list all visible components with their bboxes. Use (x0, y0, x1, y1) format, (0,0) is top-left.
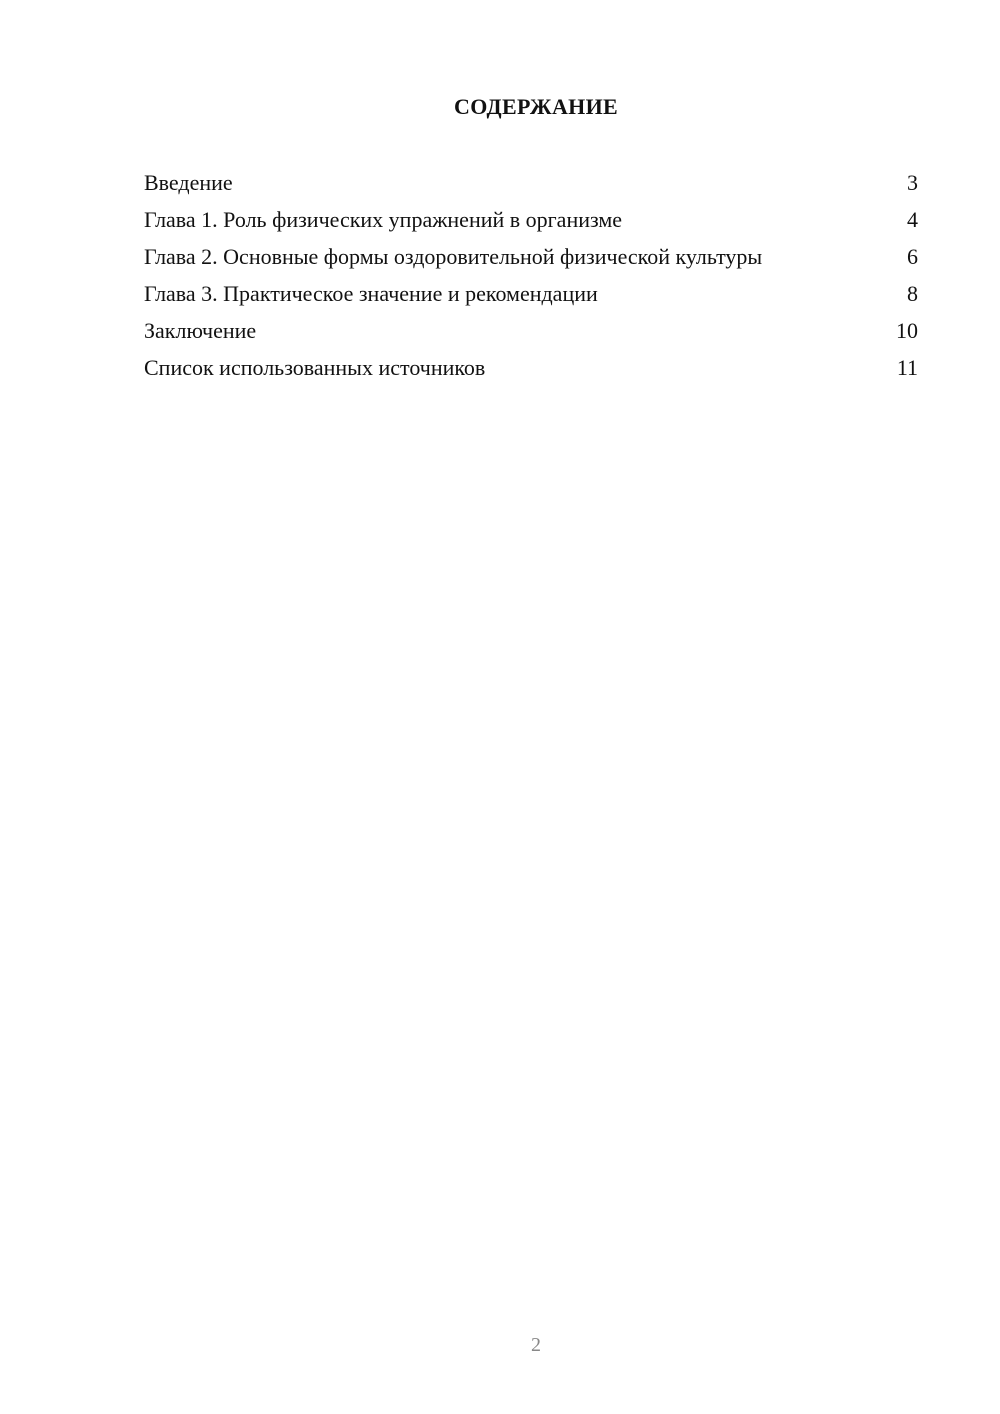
toc-entry-text: Введение (144, 170, 233, 195)
toc-entry-text: Глава 3. Практическое значение и рекомендации (144, 281, 598, 306)
toc-entry-introduction (144, 170, 918, 196)
page-number: 2 (531, 1334, 541, 1356)
toc-entry-page: 8 (907, 281, 918, 306)
toc-entry-conclusion (144, 318, 918, 344)
toc-entry-text: Заключение (144, 318, 257, 343)
toc-entry-text: Глава 1. Роль физических упражнений в организме (144, 207, 623, 232)
toc-entry-chapter-1 (144, 207, 918, 233)
toc-entry-page: 3 (907, 170, 918, 195)
toc-entry-page: 10 (896, 318, 918, 343)
toc-entry-text: Список использованных источников (144, 355, 486, 380)
toc-entry-page: 6 (907, 244, 918, 269)
table-of-contents (144, 170, 918, 392)
toc-entry-page: 11 (896, 355, 918, 380)
toc-entry-chapter-3 (144, 281, 918, 307)
toc-entry-text: Глава 2. Основные формы оздоровительной физической культуры (144, 244, 763, 269)
toc-entry-page: 4 (907, 207, 918, 232)
toc-entry-chapter-2 (144, 244, 918, 270)
toc-entry-references (144, 355, 918, 381)
page-title: СОДЕРЖАНИЕ (454, 94, 618, 119)
